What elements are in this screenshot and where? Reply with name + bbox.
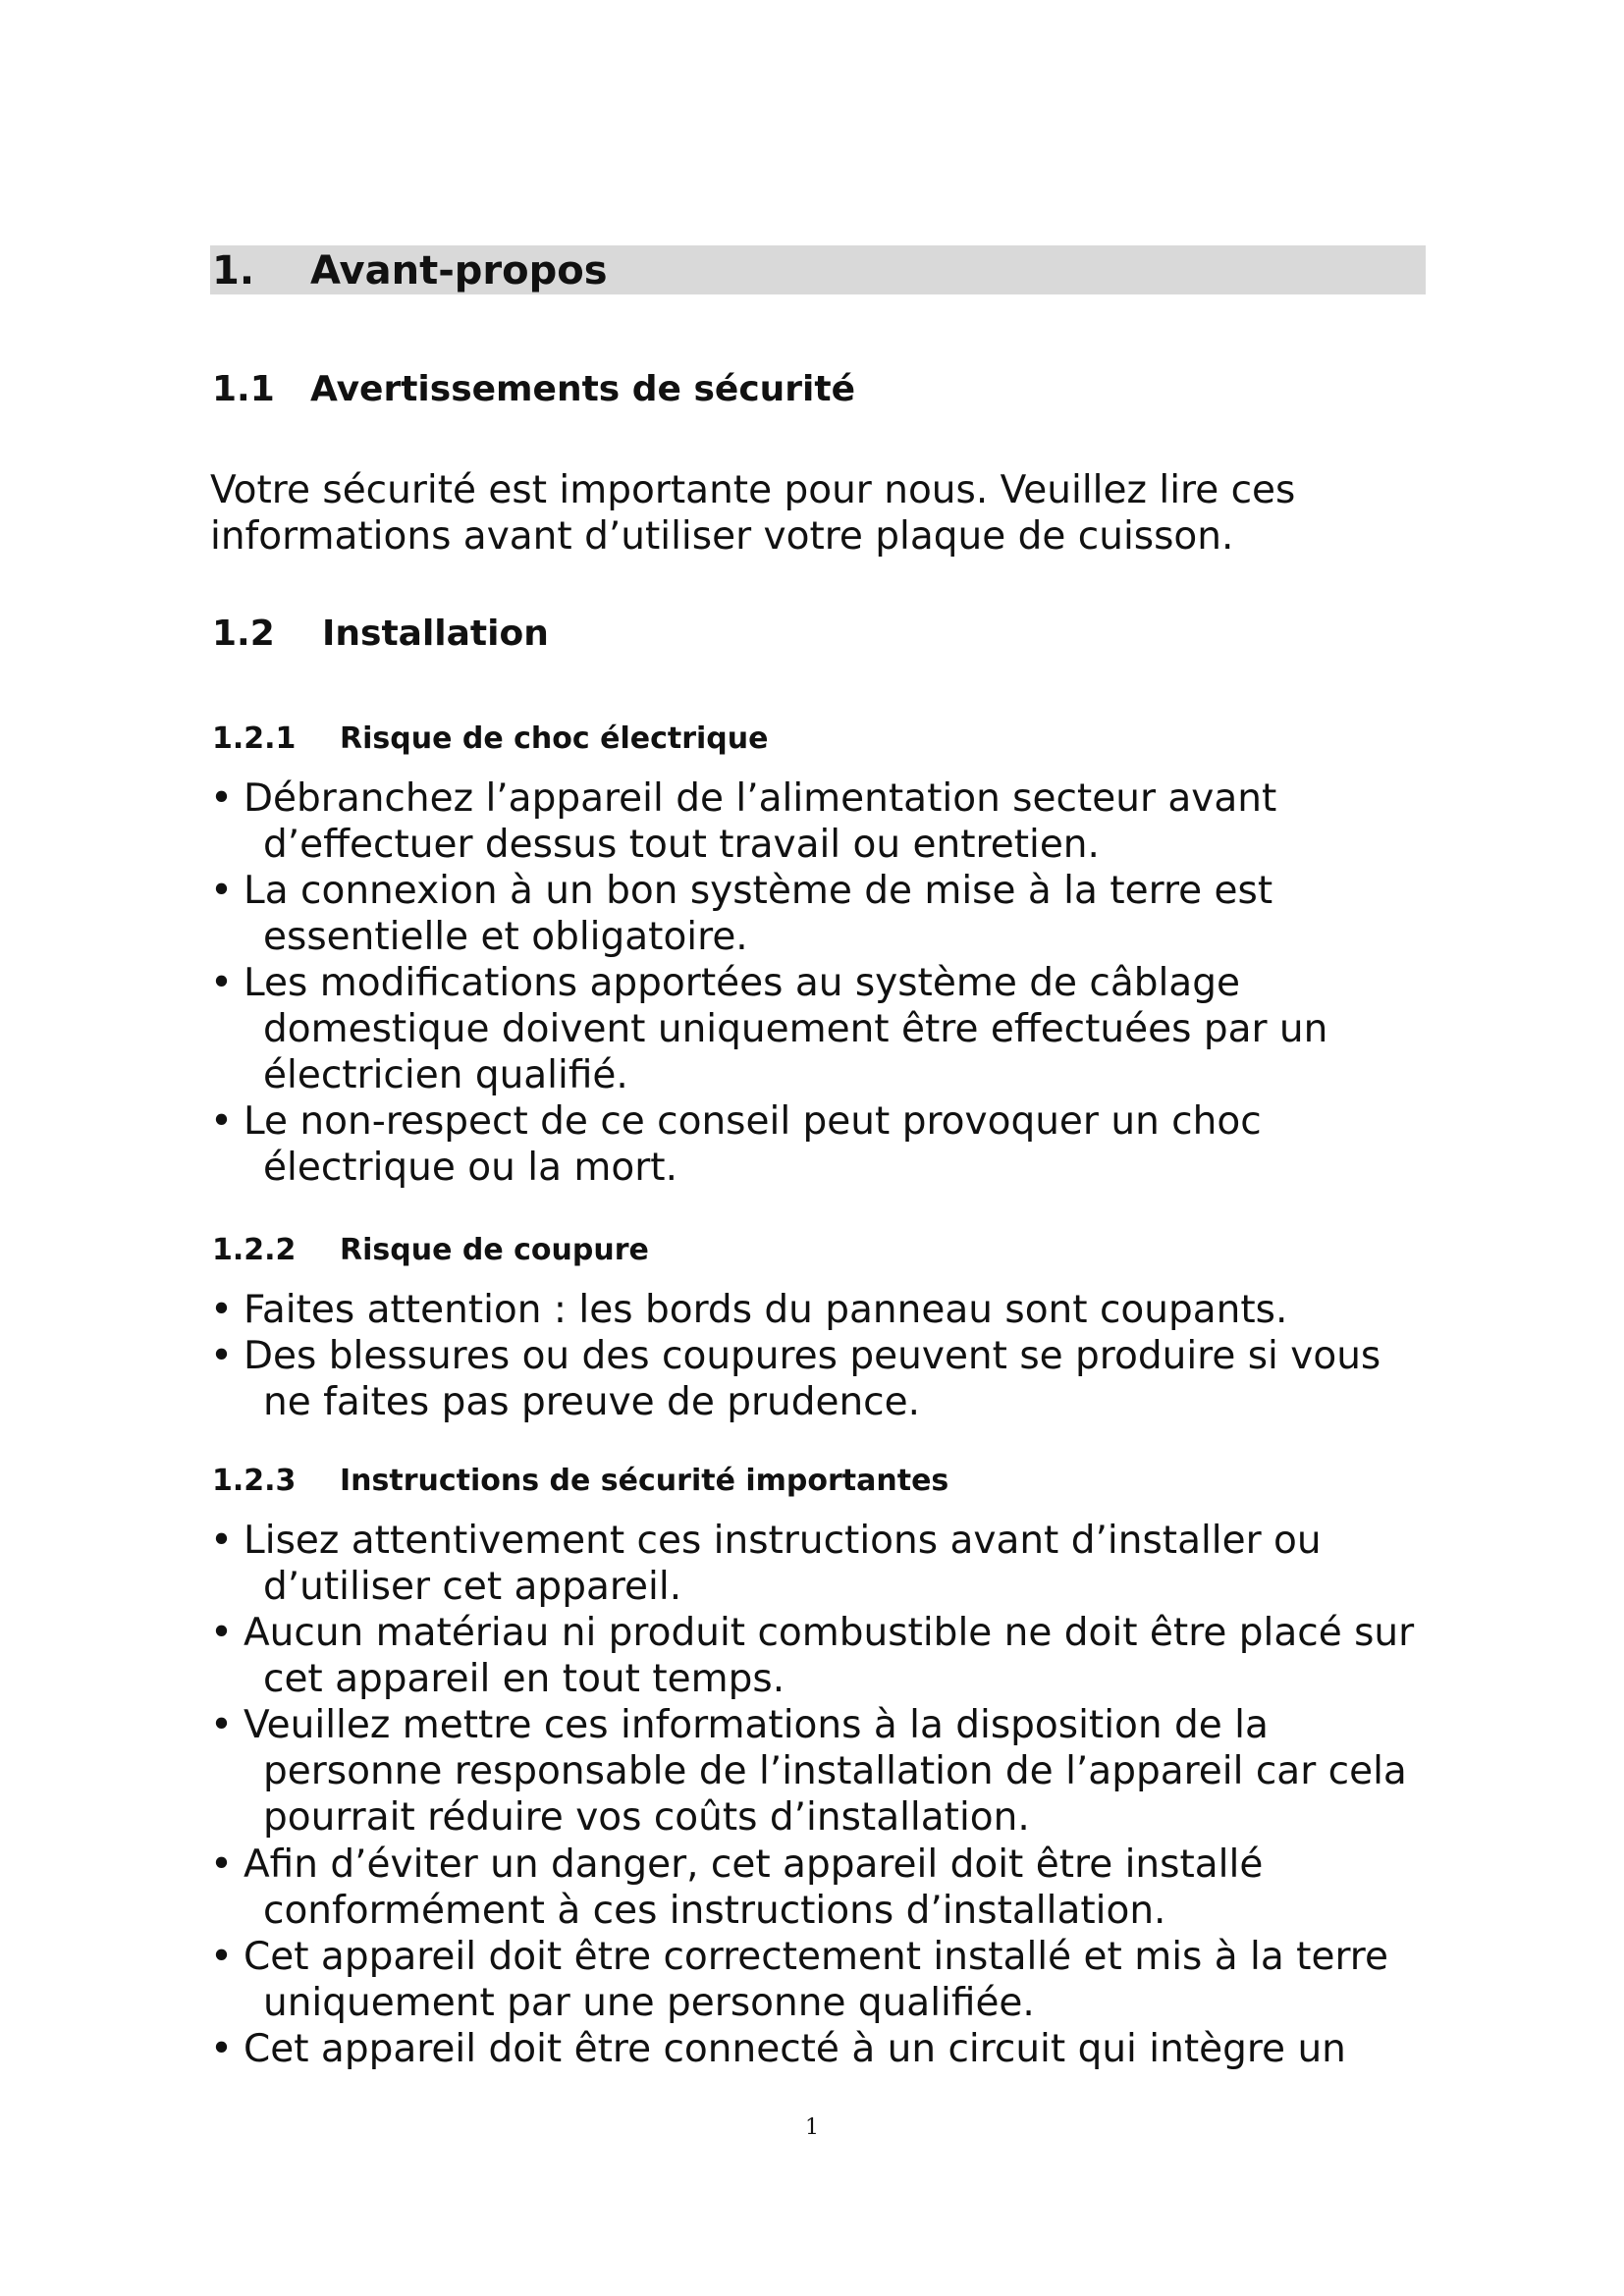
intro-line-1: Votre sécurité est importante pour nous. Veuillez lire ces [210,468,1296,512]
bullet-icon: • [210,1703,234,1747]
bullet-icon: • [210,1935,234,1979]
subsection-title-1-2-1: Risque de choc électrique [340,721,769,756]
subsection-number-1-2-3: 1.2.3 [212,1464,297,1498]
subsection-title-1-2-2: Risque de coupure [340,1233,649,1267]
bullet-icon: • [210,1334,234,1378]
intro-line-2: informations avant d’utiliser votre plaque de cuisson. [210,514,1234,559]
bullet-icon: • [210,1611,234,1655]
section-number-1-2: 1.2 [212,614,275,654]
chapter-title: Avant-propos [310,248,608,294]
bullet-icon: • [210,1288,234,1332]
subsection-number-1-2-2: 1.2.2 [212,1233,297,1267]
bullet-icon: • [210,869,234,913]
section-title-1-2: Installation [322,614,549,654]
section-number-1-1: 1.1 [212,369,275,409]
bullet-icon: • [210,2027,234,2071]
bullet-icon: • [210,961,234,1005]
subsection-number-1-2-1: 1.2.1 [212,721,297,756]
bullet-icon: • [210,1099,234,1144]
bullet-icon: • [210,1519,234,1563]
page-number: 1 [805,2115,819,2140]
subsection-title-1-2-3: Instructions de sécurité importantes [340,1464,949,1498]
section-title-1-1: Avertissements de sécurité [310,369,856,409]
bullet-icon: • [210,1842,234,1887]
bullet-icon: • [210,776,234,821]
chapter-number: 1. [212,248,255,294]
